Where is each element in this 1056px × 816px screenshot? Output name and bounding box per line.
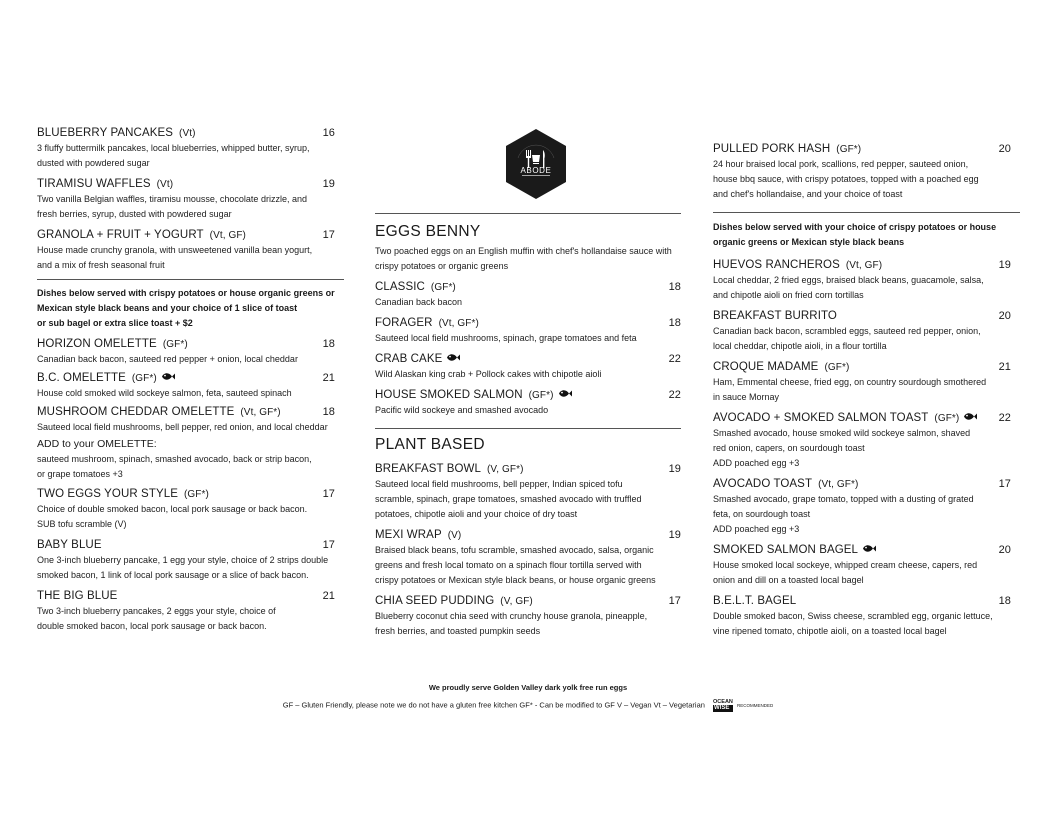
item-desc: Smashed avocado, grape tomato, topped with a dusting of grated — [713, 494, 974, 504]
note-line: or sub bagel or extra slice toast + $2 — [37, 318, 193, 328]
service-note — [37, 286, 335, 331]
item-desc: ADD poached egg +3 — [713, 524, 800, 534]
item-desc: and chef's hollandaise, and your choice of toast — [713, 189, 903, 199]
item-name: FORAGER — [375, 317, 433, 329]
item-name: MEXI WRAP — [375, 529, 442, 541]
item-desc: red onion, capers, on sourdough toast — [713, 443, 865, 453]
menu-item — [713, 258, 1011, 303]
item-tag: (GF*) — [934, 413, 960, 424]
recommended-label: RECOMMENDED — [737, 703, 774, 708]
item-desc: greens and fresh local tomato on a spinach flour tortilla served with — [375, 560, 642, 570]
item-name: HUEVOS RANCHEROS — [713, 259, 840, 271]
item-desc: House cold smoked wild sockeye salmon, feta, sauteed spinach — [37, 388, 292, 398]
item-tag: (GF*) — [184, 489, 209, 500]
omelette-addons — [37, 437, 335, 482]
item-desc: and a mix of fresh seasonal fruit — [37, 260, 165, 270]
item-tag: (GF*) — [836, 144, 862, 155]
divider — [375, 428, 681, 429]
item-name: HOUSE SMOKED SALMON — [375, 389, 523, 401]
item-desc: Blueberry coconut chia seed with crunchy house granola, pineapple, — [375, 611, 648, 621]
item-name: BABY BLUE — [37, 539, 102, 551]
menu-item — [713, 360, 1011, 405]
item-price: 18 — [322, 406, 335, 418]
item-price: 19 — [668, 529, 681, 541]
item-desc: smoked bacon, 1 link of local pork sausage or a slice of back bacon. — [37, 570, 309, 580]
item-desc: Smashed avocado, house smoked wild sockeye salmon, shaved — [713, 428, 971, 438]
logo-text: ABODE — [520, 166, 552, 175]
item-name: BLUEBERRY PANCAKES — [37, 127, 174, 139]
item-tag: (Vt, GF*) — [438, 318, 479, 329]
menu-item — [375, 594, 681, 639]
menu-item — [37, 337, 335, 367]
footer-eggs-note — [0, 683, 1056, 692]
item-name: AVOCADO TOAST — [713, 478, 813, 490]
item-price: 22 — [998, 412, 1011, 424]
left-column — [37, 126, 335, 634]
item-price: 20 — [998, 310, 1011, 322]
item-tag: (Vt, GF*) — [240, 407, 281, 418]
item-tag: (GF*) — [824, 362, 850, 373]
ocean-wise-fish-icon — [446, 352, 460, 363]
section-desc: Two poached eggs on an English muffin with chef's hollandaise sauce with — [375, 246, 672, 256]
ocean-label: OCEAN — [713, 699, 733, 705]
item-name: PULLED PORK HASH — [713, 143, 831, 155]
item-desc: House made crunchy granola, with unsweetened vanilla bean yogurt, — [37, 245, 313, 255]
ocean-wise-fish-icon — [161, 371, 175, 382]
item-price: 17 — [998, 478, 1011, 490]
item-desc: Double smoked bacon, Swiss cheese, scrambled egg, organic lettuce, — [713, 611, 993, 621]
item-desc: Canadian back bacon — [375, 297, 463, 307]
note-line: Dishes below served with your choice of crispy potatoes or house — [713, 222, 997, 232]
menu-item — [713, 543, 1011, 588]
item-desc: in sauce Mornay — [713, 392, 780, 402]
item-name: THE BIG BLUE — [37, 590, 118, 602]
item-price: 18 — [668, 281, 681, 293]
menu-item — [37, 228, 335, 273]
menu-item — [375, 388, 681, 418]
item-price: 17 — [322, 539, 335, 551]
item-tag: (Vt, GF*) — [818, 479, 859, 490]
menu-item — [713, 411, 1011, 471]
item-name: CROQUE MADAME — [713, 361, 819, 373]
item-price: 22 — [668, 389, 681, 401]
item-price: 16 — [322, 127, 335, 139]
menu-item — [37, 589, 335, 634]
middle-column — [375, 213, 681, 639]
menu-item — [37, 487, 335, 532]
ocean-wise-fish-icon — [558, 388, 572, 399]
addon-title: ADD to your OMELETTE: — [37, 438, 157, 450]
item-price: 17 — [322, 488, 335, 500]
item-desc: Ham, Emmental cheese, fried egg, on country sourdough smothered — [713, 377, 987, 387]
ocean-wise-fish-icon — [963, 411, 977, 422]
item-desc: Choice of double smoked bacon, local pork sausage or back bacon. — [37, 504, 308, 514]
item-price: 18 — [998, 595, 1011, 607]
service-note — [713, 220, 1011, 250]
menu-item — [37, 371, 335, 401]
menu-item — [37, 126, 335, 171]
menu-item — [37, 405, 335, 435]
item-name: CRAB CAKE — [375, 353, 443, 365]
item-name: CLASSIC — [375, 281, 425, 293]
menu-item — [375, 316, 681, 346]
item-price: 19 — [668, 463, 681, 475]
item-tag: (GF*) — [430, 282, 456, 293]
item-tag: (Vt) — [156, 179, 174, 190]
item-name: B.E.L.T. BAGEL — [713, 595, 797, 607]
item-desc: Pacific wild sockeye and smashed avocado — [375, 405, 549, 415]
item-tag: (V, GF) — [500, 596, 533, 607]
menu-item — [37, 538, 335, 583]
item-tag: (Vt, GF) — [845, 260, 883, 271]
addon-desc: or grape tomatoes +3 — [37, 469, 123, 479]
item-desc: One 3-inch blueberry pancake, 1 egg your style, choice of 2 strips double — [37, 555, 329, 565]
item-name: CHIA SEED PUDDING — [375, 595, 495, 607]
item-desc: 24 hour braised local pork, scallions, red pepper, sauteed onion, — [713, 159, 969, 169]
divider — [375, 213, 681, 214]
item-tag: (GF*) — [131, 373, 157, 384]
item-name: MUSHROOM CHEDDAR OMELETTE — [37, 406, 235, 418]
menu-item — [713, 142, 1011, 202]
item-price: 22 — [668, 353, 681, 365]
item-desc: potatoes, chipotle aioli and your choice of dry toast — [375, 509, 578, 519]
item-desc: local cheddar, chipotle aioli, in a flour tortilla — [713, 341, 887, 351]
right-column — [713, 142, 1011, 639]
item-price: 20 — [998, 143, 1011, 155]
menu-item — [713, 477, 1011, 537]
item-desc: crispy potatoes or Mexican style black beans, or house organic greens — [375, 575, 656, 585]
item-name: BREAKFAST BOWL — [375, 463, 481, 475]
item-name: AVOCADO + SMOKED SALMON TOAST — [713, 412, 929, 424]
item-price: 21 — [998, 361, 1011, 373]
section-desc: crispy potatoes or organic greens — [375, 261, 509, 271]
item-desc: SUB tofu scramble (V) — [37, 519, 127, 529]
item-price: 21 — [322, 590, 335, 602]
item-desc: fresh berries, and toasted pumpkin seeds — [375, 626, 541, 636]
item-desc: onion and dill on a toasted local bagel — [713, 575, 864, 585]
divider — [713, 212, 1020, 213]
section-title-plant-based: PLANT BASED — [375, 436, 485, 453]
item-desc: double smoked bacon, local pork sausage or back bacon. — [37, 621, 267, 631]
menu-item — [37, 177, 335, 222]
item-desc: House smoked local sockeye, whipped cream cheese, capers, red — [713, 560, 978, 570]
item-tag: (Vt) — [179, 128, 196, 139]
item-tag: (V) — [447, 530, 462, 541]
item-name: GRANOLA + FRUIT + YOGURT — [37, 229, 204, 241]
addon-desc: sauteed mushroom, spinach, smashed avocado, back or strip bacon, — [37, 454, 312, 464]
item-desc: Sauteed local field mushrooms, spinach, grape tomatoes and feta — [375, 333, 637, 343]
item-price: 20 — [998, 544, 1011, 556]
menu-item — [713, 309, 1011, 354]
wise-label: WISE — [713, 705, 733, 712]
item-price: 19 — [322, 178, 335, 190]
item-name: TWO EGGS YOUR STYLE — [37, 488, 178, 500]
ocean-wise-fish-icon — [862, 543, 876, 554]
menu-item — [375, 280, 681, 310]
item-desc: Braised black beans, tofu scramble, smashed avocado, salsa, organic — [375, 545, 654, 555]
item-tag: (GF*) — [162, 339, 188, 350]
item-name: HORIZON OMELETTE — [37, 338, 157, 350]
item-desc: Two 3-inch blueberry pancakes, 2 eggs your style, choice of — [37, 606, 276, 616]
item-tag: (Vt, GF) — [209, 230, 246, 241]
menu-item — [713, 594, 1011, 639]
item-price: 17 — [322, 229, 335, 241]
menu-item — [375, 352, 681, 382]
item-tag: (GF*) — [528, 390, 554, 401]
note-line: Dishes below served with crispy potatoes or house organic greens or — [37, 288, 335, 298]
abode-logo — [504, 128, 568, 200]
item-desc: and chipotle aioli on fried corn tortillas — [713, 290, 864, 300]
note-line: Mexican style black beans and your choice of 1 slice of toast — [37, 303, 298, 313]
item-desc: Sauteed local field mushrooms, bell pepper, Indian spiced tofu — [375, 479, 623, 489]
item-desc: house bbq sauce, with crispy potatoes, topped with a poached egg — [713, 174, 979, 184]
item-tag: (V, GF*) — [487, 464, 524, 475]
item-desc: 3 fluffy buttermilk pancakes, local blueberries, whipped butter, syrup, — [37, 143, 310, 153]
item-price: 18 — [668, 317, 681, 329]
item-desc: Local cheddar, 2 fried eggs, braised black beans, guacamole, salsa, — [713, 275, 984, 285]
item-name: B.C. OMELETTE — [37, 372, 126, 384]
item-desc: Two vanilla Belgian waffles, tiramisu mousse, chocolate drizzle, and — [37, 194, 307, 204]
footer-legend — [0, 699, 1056, 712]
item-price: 18 — [322, 338, 335, 350]
item-desc: scramble, spinach, grape tomatoes, smashed avocado with truffled — [375, 494, 642, 504]
item-name: BREAKFAST BURRITO — [713, 310, 837, 322]
divider — [37, 279, 344, 280]
item-name: SMOKED SALMON BAGEL — [713, 544, 859, 556]
item-desc: Sauteed local field mushrooms, bell pepper, red onion, and local cheddar — [37, 422, 328, 432]
section-title-eggs-benny: EGGS BENNY — [375, 223, 481, 240]
item-price: 21 — [322, 372, 335, 384]
item-desc: Wild Alaskan king crab + Pollock cakes with chipotle aioli — [375, 369, 602, 379]
ocean-wise-badge — [713, 699, 773, 712]
item-price: 19 — [998, 259, 1011, 271]
item-price: 17 — [668, 595, 681, 607]
diet-legend: GF – Gluten Friendly, please note we do not have a gluten free kitchen GF* - Can be modified to GF V – Vegan Vt – Vegetarian — [282, 700, 705, 710]
item-desc: Canadian back bacon, scrambled eggs, sauteed red pepper, onion, — [713, 326, 981, 336]
menu-item — [375, 462, 681, 522]
item-desc: ADD poached egg +3 — [713, 458, 800, 468]
item-desc: Canadian back bacon, sauteed red pepper + onion, local cheddar — [37, 354, 298, 364]
item-name: TIRAMISU WAFFLES — [37, 178, 151, 190]
item-desc: feta, on sourdough toast — [713, 509, 811, 519]
eggs-note: We proudly serve Golden Valley dark yolk free run eggs — [428, 683, 628, 692]
note-line: organic greens or Mexican style black beans — [713, 237, 905, 247]
menu-item — [375, 528, 681, 588]
item-desc: dusted with powdered sugar — [37, 158, 150, 168]
item-desc: vine ripened tomato, chipotle aioli, on a toasted local bagel — [713, 626, 947, 636]
item-desc: fresh berries, syrup, dusted with powdered sugar — [37, 209, 232, 219]
